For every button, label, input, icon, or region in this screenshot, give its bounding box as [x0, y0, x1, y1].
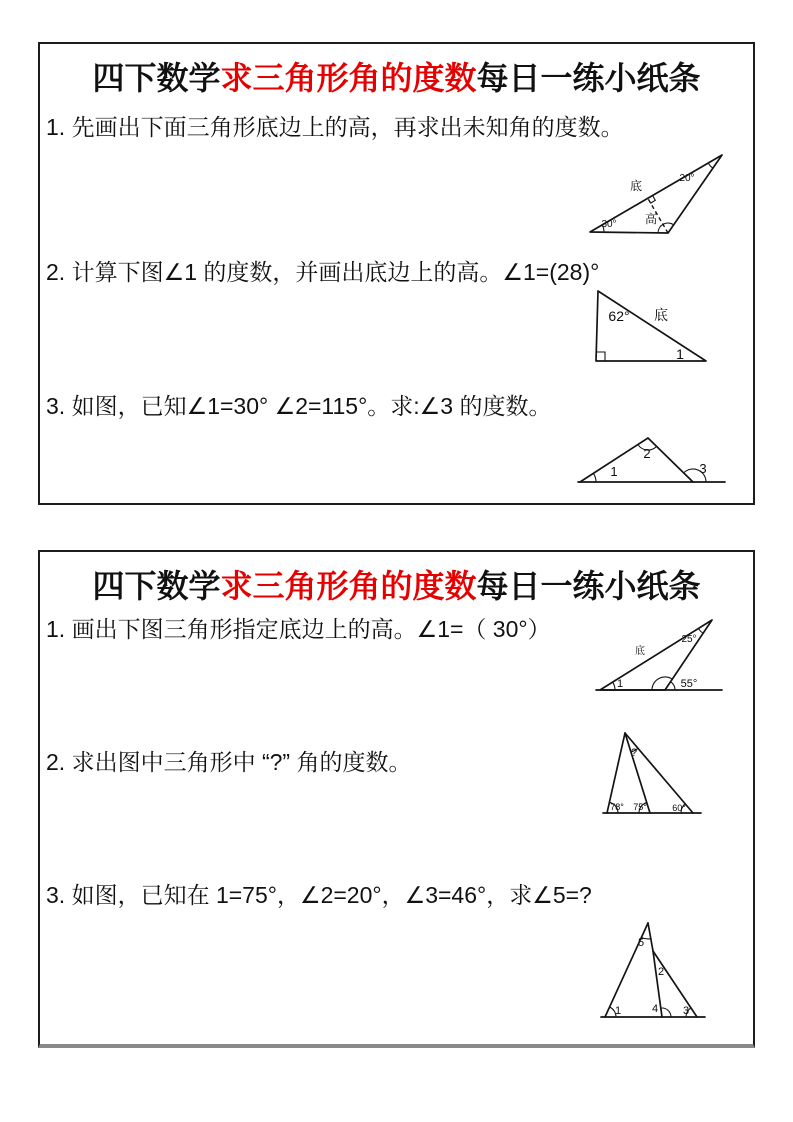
- triangle-with-exterior-angle: [570, 425, 735, 492]
- title-highlight: 求三角形角的度数: [220, 568, 477, 604]
- right-triangle: [590, 283, 715, 368]
- problem-2-1-text: 1. 画出下图三角形指定底边上的高。∠1=（ 30°）: [46, 616, 551, 642]
- problem-1-3-text: 3. 如图，已知∠1=30° ∠2=115°。求:∠3 的度数。: [46, 393, 552, 419]
- label-height: 高: [644, 212, 658, 226]
- obtuse-triangle-on-line: [592, 612, 726, 697]
- problem-1-2-text: 2. 计算下图∠1 的度数，并画出底边上的高。∠1=(28)°: [46, 259, 600, 285]
- triangle-diagram-2-1: [592, 612, 726, 697]
- triangle-diagram-1-3: [570, 425, 735, 492]
- label-angle-1: 1: [614, 1005, 622, 1017]
- triangle-outline: [596, 291, 706, 361]
- title-tail: 每日一练小纸条: [476, 60, 701, 96]
- label-angle-3: 3: [699, 461, 707, 476]
- label-angle-30: 30°: [601, 219, 617, 230]
- triangle-diagram-2-3: [594, 918, 712, 1024]
- label-angle-4: 4: [651, 1003, 659, 1015]
- triangle-with-branch-cevian: [594, 918, 712, 1024]
- label-angle-q: ?: [630, 747, 638, 759]
- title-highlight: 求三角形角的度数: [220, 60, 477, 96]
- worksheet-card-2: [38, 550, 755, 1048]
- cevian-line: [625, 733, 650, 813]
- label-angle-25: 25°: [681, 634, 697, 645]
- angle-arc-1: [613, 682, 615, 690]
- label-base: 底: [654, 307, 668, 323]
- triangle-outline: [607, 733, 693, 813]
- label-angle-20: 20°: [679, 173, 695, 184]
- worksheet-card-1: [38, 42, 755, 505]
- label-angle-1: 1: [610, 464, 618, 479]
- triangle-diagram-2-2: [600, 726, 708, 820]
- angle-arc-55: [671, 682, 675, 690]
- label-angle-2: 2: [657, 966, 665, 978]
- triangle-diagram-1-2: [590, 283, 715, 368]
- label-angle-55: 55°: [680, 678, 698, 690]
- label-angle-75: 75°: [633, 802, 647, 812]
- label-angle-78: 78°: [610, 802, 624, 812]
- label-base: 底: [635, 646, 645, 657]
- angle-arc-20: [708, 163, 713, 168]
- problem-2-3-text: 3. 如图，已知在 1=75°，∠2=20°，∠3=46°，求∠5=?: [46, 882, 592, 908]
- obtuse-triangle-with-height: [575, 148, 760, 245]
- label-angle-1: 1: [616, 678, 624, 690]
- worksheet-title-2: [40, 561, 753, 607]
- label-angle-3: 3: [682, 1005, 690, 1017]
- problem-1-1-text: 1. 先画出下面三角形底边上的高，再求出未知角的度数。: [46, 114, 624, 140]
- label-angle-5: 5: [637, 937, 645, 949]
- angle-arc-25: [698, 629, 703, 634]
- triangle-with-cevian: [600, 726, 708, 820]
- label-angle-2: 2: [643, 446, 651, 461]
- triangle-diagram-1-1: [575, 148, 760, 245]
- angle-arc-1: [593, 473, 596, 482]
- label-angle-1: 1: [676, 346, 684, 362]
- title-lead: 四下数学: [92, 568, 221, 604]
- label-base: 底: [629, 179, 643, 193]
- title-tail: 每日一练小纸条: [476, 568, 701, 604]
- triangle-outline: [580, 438, 693, 482]
- worksheet-title-1: [40, 53, 753, 99]
- label-angle-62: 62°: [608, 308, 630, 324]
- right-angle-mark: [596, 352, 605, 361]
- problem-2-2-text: 2. 求出图中三角形中 “?” 角的度数。: [46, 749, 412, 775]
- label-angle-60: 60°: [672, 803, 686, 813]
- title-lead: 四下数学: [92, 60, 221, 96]
